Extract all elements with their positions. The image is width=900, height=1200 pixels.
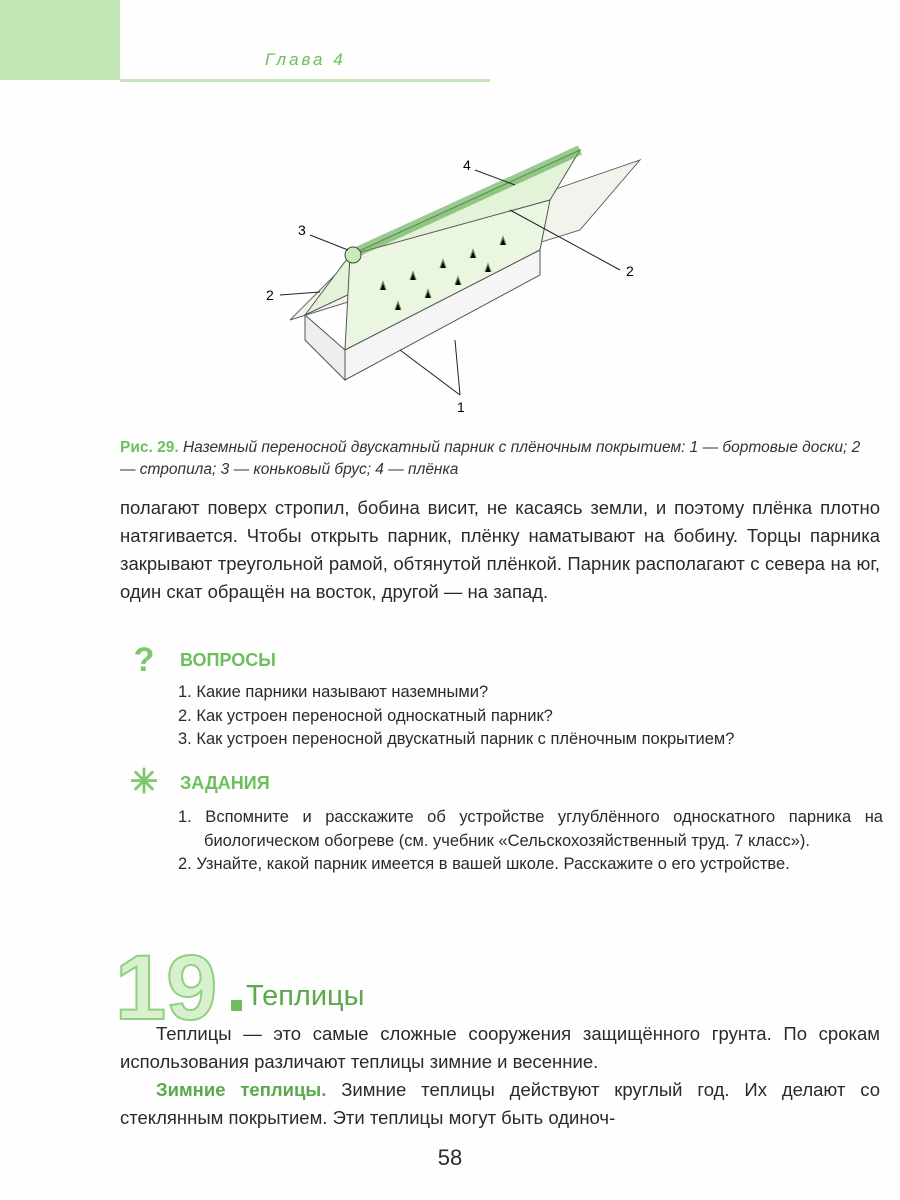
chapter-label: Глава 4 [265,50,346,69]
label-1: 1 [457,399,465,415]
label-2-right: 2 [626,263,634,279]
tasks-list [178,806,883,877]
label-2-left: 2 [266,287,274,303]
list-item: 2. Как устроен переносной односкатный парник? [178,706,553,725]
term-winter-greenhouses: Зимние теплицы. [156,1079,327,1100]
asterisk-icon: ✳ [129,763,159,801]
section-number: 19 [115,937,218,1039]
greenhouse-illustration [250,140,634,420]
questions-list [178,681,883,752]
paragraph-text: Зимние теплицы действуют круглый год. Их делают со стеклянным покрытием. Эти теплицы могут быть одиноч- [120,1079,881,1128]
header-band [0,0,120,80]
figure-caption [120,437,880,481]
header-rule [120,79,490,82]
questions-title: ВОПРОСЫ [180,650,276,670]
list-item: 1. Какие парники называют наземными? [178,683,489,701]
list-item: 2. Узнайте, какой парник имеется в вашей школе. Расскажите о его устройстве. [178,855,790,873]
list-item: 3. Как устроен переносной двускатный парник с плёночным покрытием? [178,730,735,748]
list-item: 1. Вспомните и расскажите об устройстве углублённого односкатного парника на биологическом обогреве (см. учебник «Сельскохозяйственный труд. 7 класс»). [178,808,883,850]
section-paragraph-1: Теплицы — это самые сложные сооружения защищённого грунта. По срокам использования различают теплицы зимние и весенние. [120,1023,880,1072]
question-icon: ? [133,641,155,679]
caption-label: Рис. 29. [120,439,179,456]
tasks-title: ЗАДАНИЯ [180,773,270,793]
section-title: Теплицы [246,980,365,1012]
page-number: 58 [437,1145,463,1170]
caption-text: Наземный переносной двускатный парник с плёночным покрытием: 1 — бортовые доски; 2 — стропила; 3 — коньковый брус; 4 — плёнка [120,439,861,478]
label-3: 3 [298,222,306,238]
section-paragraph-2 [120,1076,880,1132]
label-4: 4 [463,157,471,173]
section-dot [231,1000,242,1011]
body-paragraph: полагают поверх стропил, бобина висит, не касаясь земли, и поэтому плёнка плотно натягивается. Чтобы открыть парник, плёнку наматывают на бобину. Торцы парника закрывают треугольной рамой, обтянутой плёнкой. Парник располагают с севера на юг, один скат обращён на восток, другой — на запад. [120,497,880,602]
